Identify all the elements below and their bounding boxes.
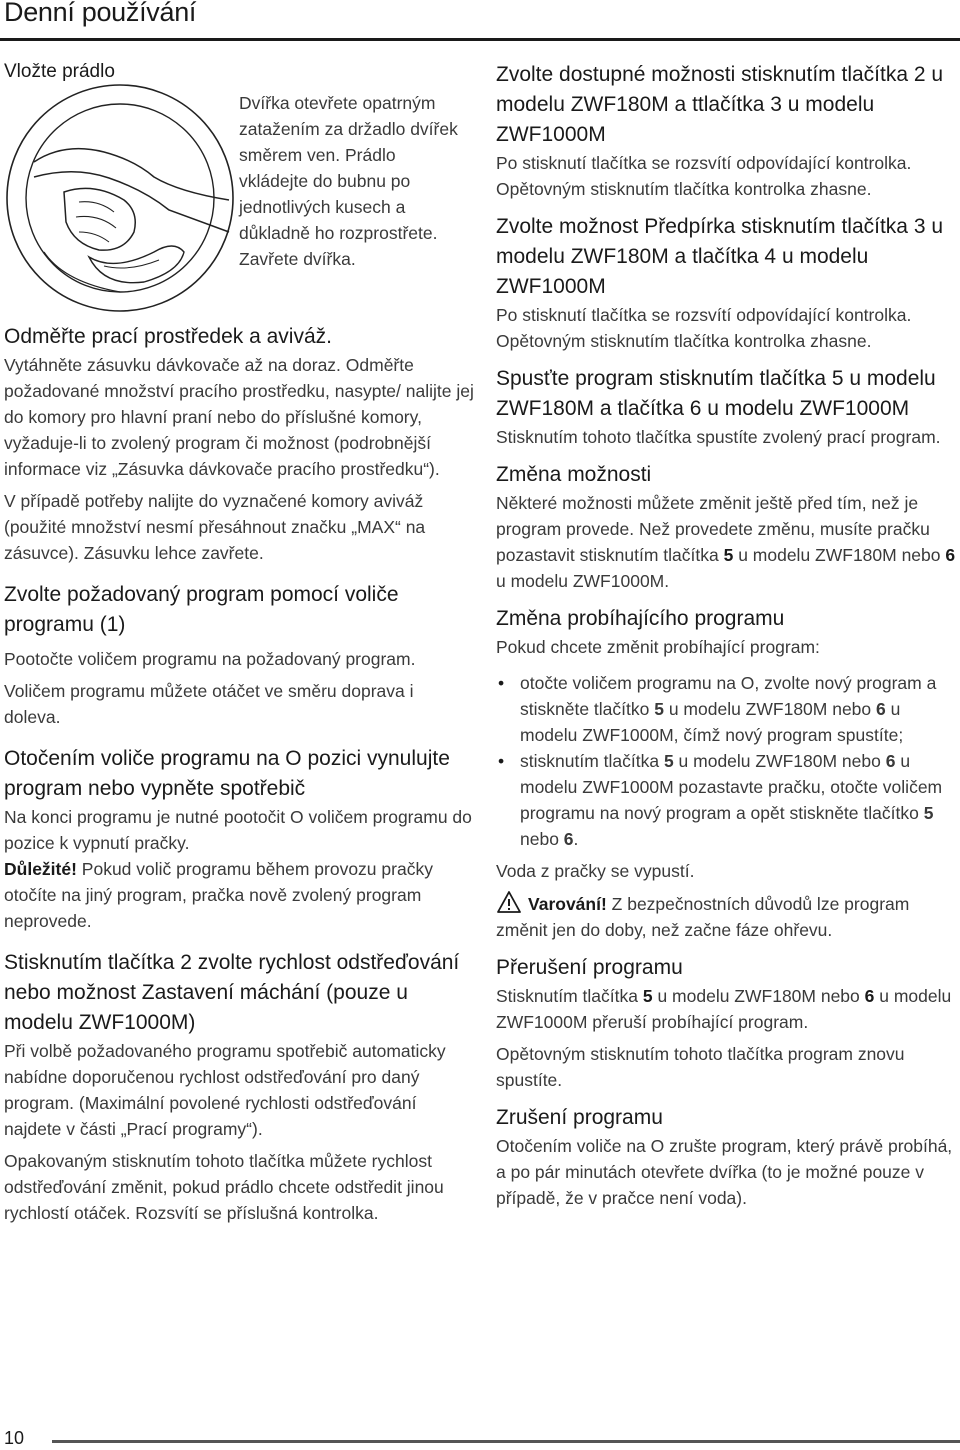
reset-program-paragraph-1: Na konci programu je nutné pootočit O voličem programu do pozice k vypnutí pračky. xyxy=(4,807,472,853)
cancel-program-paragraph: Otočením voliče na O zrušte program, který právě probíhá, a po pár minutách otevřete dvířka (to je možné pouze v případě, že v pračce není voda). xyxy=(496,1136,953,1208)
options-paragraph: Po stisknutí tlačítka se rozsvítí odpovídající kontrolka. Opětovným stisknutím tlačítka kontrolka zhasne. xyxy=(496,153,912,199)
page-number: 10 xyxy=(4,1428,25,1448)
drain-water-text: Voda z pračky se vypustí. xyxy=(496,861,695,881)
load-laundry-text: Dvířka otevřete opatrným zatažením za držadlo dvířek směrem ven. Prádlo vkládejte do bubnu po jednotlivých kusech a důkladně ho rozprostřete. Zavřete dvířka. xyxy=(239,93,458,269)
reset-program-paragraph-2: Důležité! Pokud volič programu během provozu pračky otočíte na jiný program, pračka nově zvolený program neprovede. xyxy=(4,859,433,931)
spin-speed-heading: Stisknutím tlačítka 2 zvolte rychlost odstřeďování nebo možnost Zastavení máchání (pouze u modelu ZWF1000M) xyxy=(4,951,460,1034)
change-option-paragraph: Některé možnosti můžete změnit ještě před tím, než je program provede. Než provedete změnu, musíte pračku pozastavit stisknutím tlačítka 5 u modelu ZWF180M nebo 6 u modelu ZWF1000M. xyxy=(496,493,956,591)
left-column xyxy=(4,60,474,1226)
page-title: Denní používání xyxy=(4,0,197,27)
cancel-program-heading: Zrušení programu xyxy=(496,1106,663,1129)
change-running-program-list xyxy=(496,670,958,852)
spin-speed-paragraph-1: Při volbě požadovaného programu spotřebič automaticky nabídne doporučenou rychlost odstřeďování pro daný program. (Maximální povolené rychlosti odstřeďování najdete v části „Prací programy“). xyxy=(4,1041,446,1139)
change-running-program-heading: Změna probíhajícího programu xyxy=(496,607,785,630)
prewash-paragraph: Po stisknutí tlačítka se rozsvítí odpovídající kontrolka. Opětovným stisknutím tlačítka kontrolka zhasne. xyxy=(496,305,912,351)
change-option-heading: Změna možnosti xyxy=(496,463,652,486)
pause-program-paragraph-1: Stisknutím tlačítka 5 u modelu ZWF180M nebo 6 u modelu ZWF1000M přeruší probíhající program. xyxy=(496,986,952,1032)
detergent-heading: Odměřte prací prostředek a aviváž. xyxy=(4,325,332,348)
pause-program-paragraph-2: Opětovným stisknutím tohoto tlačítka program znovu spustíte. xyxy=(496,1044,905,1090)
options-heading: Zvolte dostupné možnosti stisknutím tlačítka 2 u modelu ZWF180M a ttlačítka 3 u modelu ZWF1000M xyxy=(496,63,944,146)
pause-program-heading: Přerušení programu xyxy=(496,956,683,979)
list-item: • stisknutím tlačítka 5 u modelu ZWF180M nebo 6 u modelu ZWF1000M pozastavte pračku, otočte voličem programu na nový program a opět stiskněte tlačítko 5 nebo 6. xyxy=(496,748,958,852)
warning-triangle-icon xyxy=(496,890,522,914)
important-label: Důležité! xyxy=(4,859,77,879)
spin-speed-paragraph-2: Opakovaným stisknutím tohoto tlačítka můžete rychlost odstřeďování změnit, pokud prádlo chcete odstředit jinou rychlostí otáček. Rozsvítí se příslušná kontrolka. xyxy=(4,1151,444,1223)
load-laundry-heading: Vložte prádlo xyxy=(4,61,115,82)
detergent-paragraph-2: V případě potřeby nalijte do vyznačené komory aviváž (použité množství nesmí přesáhnout značku „MAX“ na zásuvce). Zásuvku lehce zavřete. xyxy=(4,491,426,563)
list-item: • otočte voličem programu na O, zvolte nový program a stiskněte tlačítko 5 u modelu ZWF180M nebo 6 u modelu ZWF1000M, čímž nový program spustíte; xyxy=(496,670,958,748)
right-column xyxy=(496,60,958,1211)
prewash-heading: Zvolte možnost Předpírka stisknutím tlačítka 3 u modelu ZWF180M a tlačítka 4 u modelu ZWF1000M xyxy=(496,215,944,298)
change-running-program-intro: Pokud chcete změnit probíhající program: xyxy=(496,637,820,657)
detergent-paragraph-1: Vytáhněte zásuvku dávkovače až na doraz. Odměřte požadované množství pracího prostředku, nasypte/ nalijte jej do komory pro hlavní praní nebo do příslušné komory, vyžaduje-li to zvolený program či možnost (podrobnější informace viz „Zásuvka dávkovače pracího prostředku“). xyxy=(4,355,474,479)
start-program-heading: Spusťte program stisknutím tlačítka 5 u modelu ZWF180M a tlačítka 6 u modelu ZWF1000M xyxy=(496,367,936,420)
washing-machine-drum-illustration xyxy=(4,82,236,314)
reset-program-heading: Otočením voliče programu na O pozici vynulujte program nebo vypněte spotřebič xyxy=(4,747,450,800)
select-program-paragraph-1: Pootočte voličem programu na požadovaný program. xyxy=(4,649,416,669)
title-rule xyxy=(0,38,960,41)
start-program-paragraph: Stisknutím tohoto tlačítka spustíte zvolený prací program. xyxy=(496,427,941,447)
warning-paragraph: Varování! Z bezpečnostních důvodů lze program změnit jen do doby, než začne fáze ohřevu. xyxy=(496,890,958,943)
load-laundry-section xyxy=(4,60,474,312)
footer-rule xyxy=(52,1440,960,1443)
select-program-paragraph-2: Voličem programu můžete otáčet ve směru doprava i doleva. xyxy=(4,681,414,727)
warning-label: Varování! xyxy=(528,894,607,914)
select-program-heading: Zvolte požadovaný program pomocí voliče programu (1) xyxy=(4,583,399,636)
